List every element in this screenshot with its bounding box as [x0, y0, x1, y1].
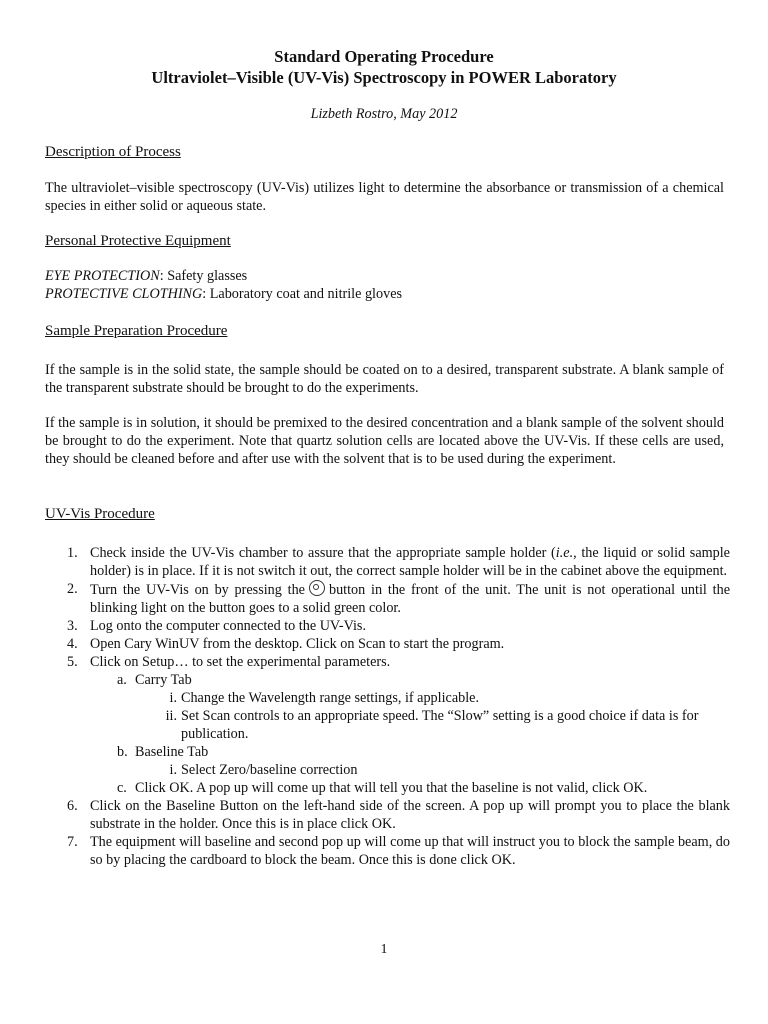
- ppe-eye: [45, 267, 724, 285]
- author-line: Lizbeth Rostro, May 2012: [310, 106, 458, 122]
- power-button-icon: [309, 580, 325, 596]
- clothing-value: : Laboratory coat and nitrile gloves: [202, 286, 403, 302]
- heading-sample-prep: Sample Preparation Procedure: [45, 323, 228, 339]
- eye-value: : Safety glasses: [159, 268, 248, 284]
- list-item: c. Click OK. A pop up will come up that will tell you that the baseline is not valid, click OK.: [117, 780, 648, 796]
- list-item: b. Baseline Tab: [117, 744, 209, 760]
- list-item: 7. The equipment will baseline and second pop up will come up that will instruct you to block the sample beam, do so by placing the cardboard to block the beam. Once this is done click OK.: [67, 834, 730, 868]
- procedure-list: [45, 544, 730, 869]
- heading-procedure: UV-Vis Procedure: [45, 506, 155, 522]
- list-item: a. Carry Tab: [117, 672, 192, 688]
- eye-label: EYE PROTECTION: [45, 268, 160, 284]
- description-text: The ultraviolet–visible spectroscopy (UV-Vis) utilizes light to determine the absorbance or transmission of a chemical species in either solid or aqueous state.: [45, 180, 724, 214]
- list-item: 6. Click on the Baseline Button on the left-hand side of the screen. A pop up will prompt you to place the blank substrate in the holder. Once this is in place click OK.: [67, 798, 730, 832]
- list-item: 4. Open Cary WinUV from the desktop. Click on Scan to start the program.: [67, 636, 505, 652]
- list-item: 5. Click on Setup… to set the experimental parameters.: [67, 654, 391, 670]
- document-title: Standard Operating Procedure: [274, 47, 494, 66]
- page-number: 1: [380, 942, 388, 957]
- document-subtitle: Ultraviolet–Visible (UV-Vis) Spectroscopy in POWER Laboratory: [151, 68, 617, 87]
- ppe-clothing: [45, 285, 724, 303]
- list-item: 1. Check inside the UV-Vis chamber to assure that the appropriate sample holder (i.e., the liquid or solid sample holder) is in place. If it is not switch it out, the correct sample holder will be in the cabinet above the equipment.: [67, 545, 730, 579]
- list-item: i. Select Zero/baseline correction: [169, 762, 358, 778]
- clothing-label: PROTECTIVE CLOTHING: [45, 286, 203, 302]
- sample-prep-para1: If the sample is in the solid state, the sample should be coated on to a desired, transparent substrate. A blank sample of the transparent substrate should be brought to do the experiments.: [45, 362, 724, 396]
- list-item: ii. Set Scan controls to an appropriate speed. The “Slow” setting is a good choice if data is for publication.: [165, 708, 699, 742]
- heading-ppe: Personal Protective Equipment: [45, 233, 231, 249]
- heading-description: Description of Process: [45, 144, 181, 160]
- sample-prep-para2: If the sample is in solution, it should be premixed to the desired concentration and a blank sample of the solvent should be brought to do the experiment. Note that quartz solution cells are located above the UV-Vis. If these cells are used, they should be cleaned before and after use with the solvent that is to be used during the experiment.: [45, 415, 724, 467]
- list-item: 2. Turn the UV-Vis on by pressing the button in the front of the unit. The unit is not operational until the blinking light on the button goes to a solid green color.: [67, 581, 730, 616]
- list-item: 3. Log onto the computer connected to the UV-Vis.: [67, 618, 367, 634]
- list-item: i. Change the Wavelength range settings, if applicable.: [169, 690, 480, 706]
